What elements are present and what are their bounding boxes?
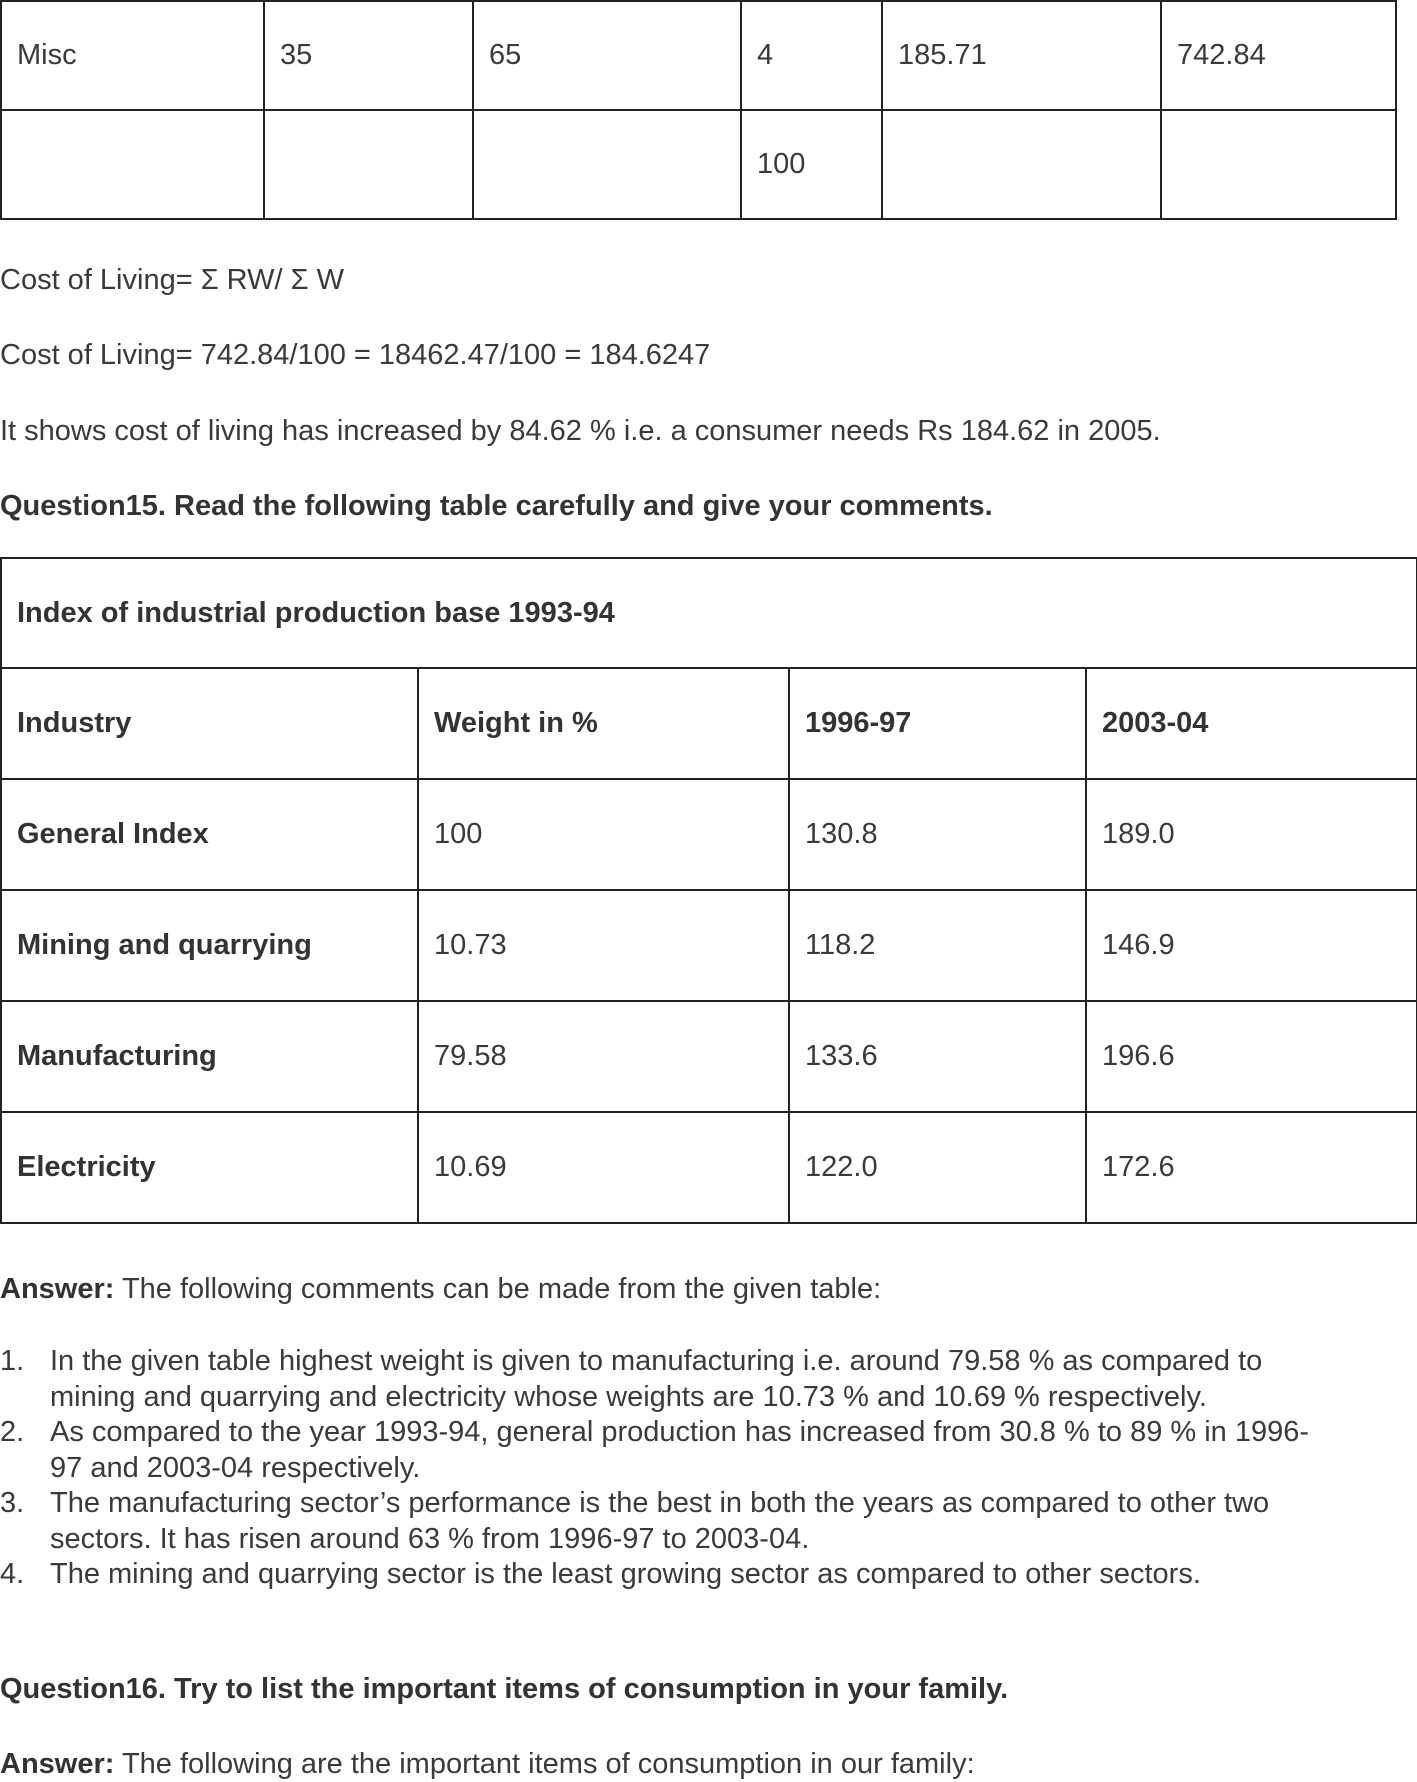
column-header: Weight in % bbox=[418, 668, 789, 779]
answer-15-intro bbox=[0, 1272, 881, 1306]
table-cell: 146.9 bbox=[1086, 890, 1417, 1001]
column-header: 2003-04 bbox=[1086, 668, 1417, 779]
table-cell: 4 bbox=[741, 1, 882, 110]
list-number: 1. bbox=[0, 1345, 25, 1377]
table-cell: 100 bbox=[418, 779, 789, 890]
table-cell: 35 bbox=[264, 1, 473, 110]
table-cell: 196.6 bbox=[1086, 1001, 1417, 1112]
list-number: 3. bbox=[0, 1487, 25, 1519]
table-cell: 185.71 bbox=[882, 1, 1161, 110]
table-row bbox=[1, 1, 1396, 110]
answer-label: Answer: bbox=[0, 1273, 115, 1305]
list-number: 4. bbox=[0, 1558, 25, 1590]
table-cell: 130.8 bbox=[789, 779, 1086, 890]
row-label: Mining and quarrying bbox=[1, 890, 418, 1001]
table-cell bbox=[473, 110, 741, 219]
formula-line-2: Cost of Living= 742.84/100 = 18462.47/100 = 184.6247 bbox=[0, 339, 711, 371]
table-cell bbox=[1161, 110, 1396, 219]
question-16: Question16. Try to list the important items of consumption in your family. bbox=[0, 1673, 1009, 1705]
list-item-text: In the given table highest weight is given to manufacturing i.e. around 79.58 % as compared to mining and quarrying and electricity whose weights are 10.73 % and 10.69 % respectively. bbox=[50, 1345, 1263, 1413]
table-cell: 65 bbox=[473, 1, 741, 110]
list-item bbox=[0, 1415, 1320, 1486]
industrial-production-table bbox=[0, 557, 1417, 1224]
answer-15-points bbox=[0, 1344, 1320, 1593]
table-cell bbox=[264, 110, 473, 219]
column-header: Industry bbox=[1, 668, 418, 779]
list-item-text: The mining and quarrying sector is the least growing sector as compared to other sectors. bbox=[50, 1558, 1201, 1590]
table-cell: 122.0 bbox=[789, 1112, 1086, 1223]
table-row bbox=[1, 779, 1417, 890]
table-row bbox=[1, 1112, 1417, 1223]
table-cell: 100 bbox=[741, 110, 882, 219]
table-caption: Index of industrial production base 1993-94 bbox=[1, 558, 1417, 668]
table-row bbox=[1, 890, 1417, 1001]
table-caption-row bbox=[1, 558, 1417, 668]
table-cell bbox=[882, 110, 1161, 219]
list-item bbox=[0, 1486, 1320, 1557]
formula-line-1: Cost of Living= Σ RW/ Σ W bbox=[0, 264, 344, 296]
list-number: 2. bbox=[0, 1416, 25, 1448]
list-item-text: As compared to the year 1993-94, general production has increased from 30.8 % to 89 % in 1996-97 and 2003-04 respectively. bbox=[50, 1416, 1310, 1484]
table-cell: 10.69 bbox=[418, 1112, 789, 1223]
table-header-row bbox=[1, 668, 1417, 779]
table-cell: 10.73 bbox=[418, 890, 789, 1001]
table-row bbox=[1, 1001, 1417, 1112]
table-cell: 133.6 bbox=[789, 1001, 1086, 1112]
table-cell: 742.84 bbox=[1161, 1, 1396, 110]
table-cell: 172.6 bbox=[1086, 1112, 1417, 1223]
column-header: 1996-97 bbox=[789, 668, 1086, 779]
cost-of-living-table-continued bbox=[0, 0, 1397, 220]
question-15: Question15. Read the following table carefully and give your comments. bbox=[0, 490, 993, 522]
row-label: Electricity bbox=[1, 1112, 418, 1223]
table-row bbox=[1, 110, 1396, 219]
answer-text: The following comments can be made from the given table: bbox=[114, 1273, 882, 1305]
table-cell: 189.0 bbox=[1086, 779, 1417, 890]
row-label: Manufacturing bbox=[1, 1001, 418, 1112]
answer-label: Answer: bbox=[0, 1748, 115, 1780]
table-cell: 79.58 bbox=[418, 1001, 789, 1112]
answer-16-intro bbox=[0, 1747, 975, 1781]
table-cell: 118.2 bbox=[789, 890, 1086, 1001]
list-item bbox=[0, 1557, 1320, 1593]
table-cell bbox=[1, 110, 264, 219]
list-item-text: The manufacturing sector’s performance is the best in both the years as compared to other two sectors. It has risen around 63 % from 1996-97 to 2003-04. bbox=[50, 1487, 1270, 1555]
list-item bbox=[0, 1344, 1320, 1415]
conclusion-text: It shows cost of living has increased by 84.62 % i.e. a consumer needs Rs 184.62 in 2005. bbox=[0, 415, 1161, 447]
table-cell: Misc bbox=[1, 1, 264, 110]
row-label: General Index bbox=[1, 779, 418, 890]
answer-text: The following are the important items of consumption in our family: bbox=[114, 1748, 975, 1780]
